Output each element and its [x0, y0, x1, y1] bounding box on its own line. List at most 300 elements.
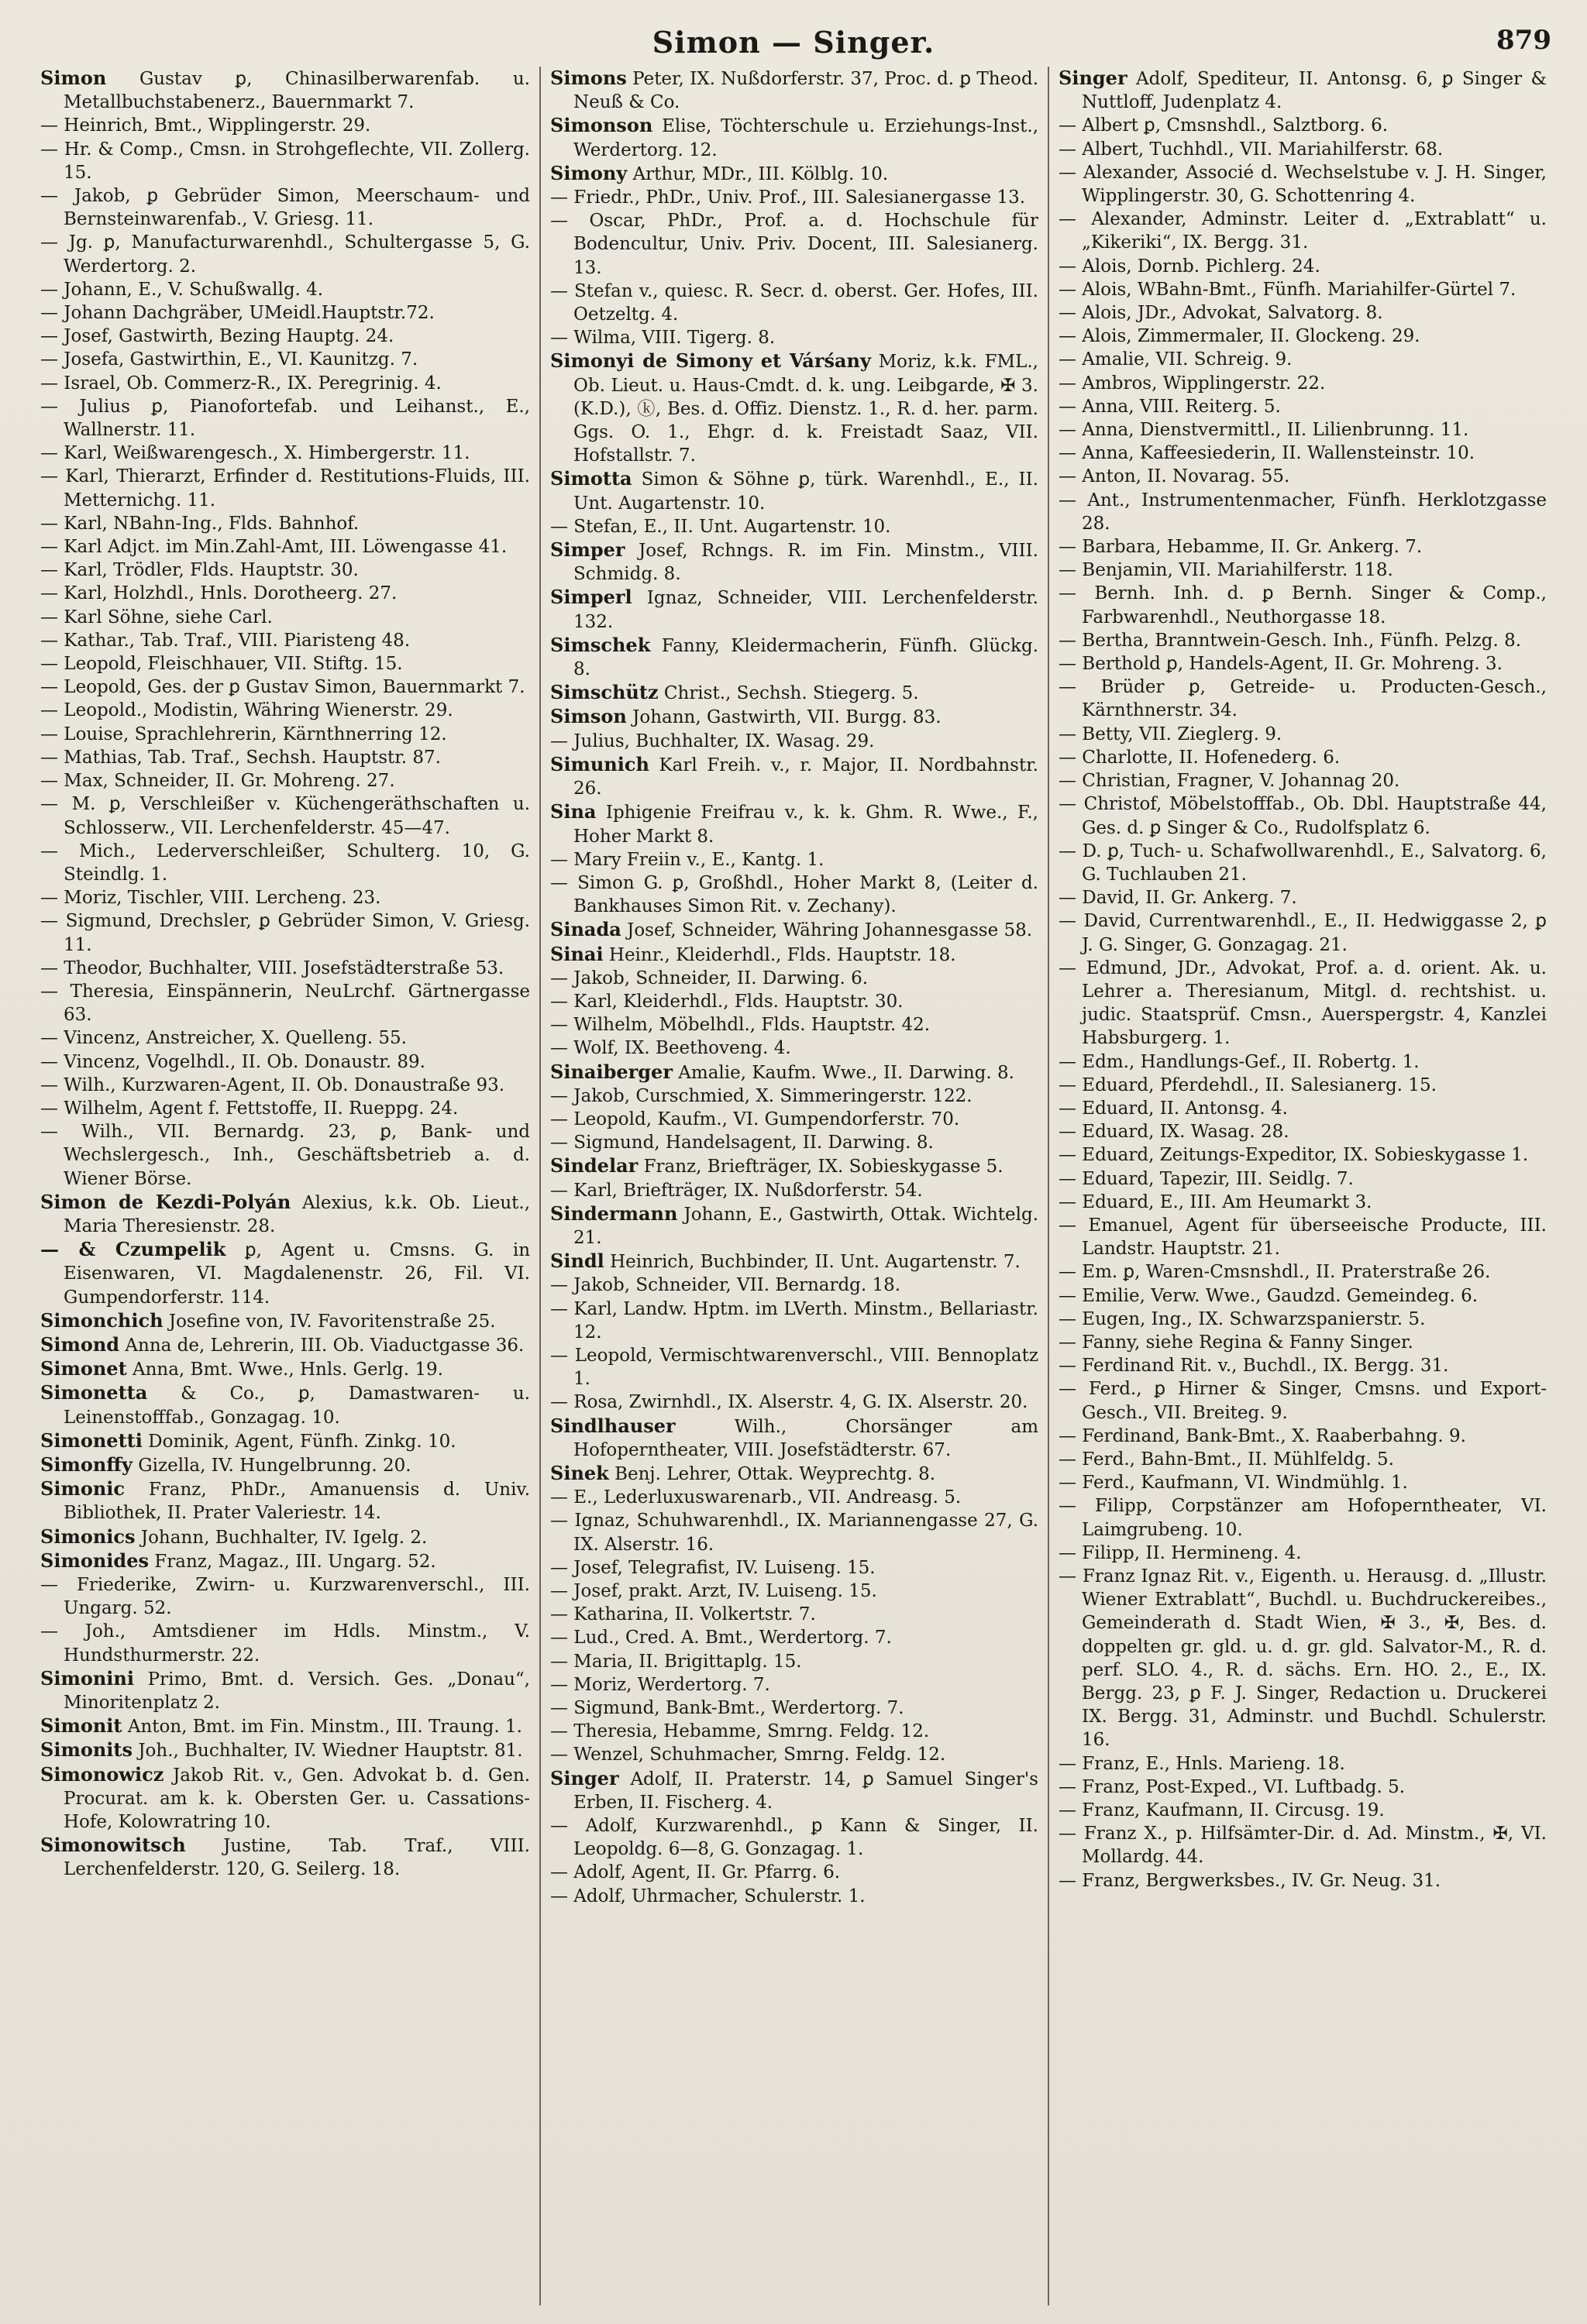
- entry-text: — Anna, Dienstvermittl., II. Lilienbrunng. 11.: [1059, 420, 1469, 441]
- directory-entry: [1059, 1565, 1547, 1752]
- directory-entry: [40, 1453, 530, 1477]
- directory-entry: [1059, 746, 1547, 769]
- entry-surname: Simonowicz: [40, 1762, 164, 1786]
- entry-surname: Sina: [550, 800, 597, 823]
- entry-text: Anna, Bmt. Wwe., Hnls. Gerlg. 19.: [132, 1360, 443, 1380]
- entry-surname: Simotta: [550, 467, 632, 490]
- directory-entry: [1059, 418, 1547, 442]
- entry-text: — Sigmund, Bank-Bmt., Werdertorg. 7.: [550, 1698, 904, 1719]
- directory-entry: [40, 114, 530, 137]
- entry-text: Franz, PhDr., Amanuensis d. Univ. Bibliothek, II. Prater Valeriestr. 14.: [64, 1480, 531, 1524]
- directory-entry: [550, 730, 1038, 753]
- directory-entry: [1059, 840, 1547, 886]
- entry-text: — Franz, E., Hnls. Marieng. 18.: [1059, 1753, 1345, 1774]
- entry-text: — Alois, Dornb. Pichlerg. 24.: [1059, 256, 1320, 277]
- directory-entry: [1059, 652, 1547, 676]
- entry-surname: Simon de Kezdi-Polyán: [40, 1190, 291, 1213]
- entry-text: Heinr., Kleiderhdl., Flds. Hauptstr. 18.: [608, 944, 956, 965]
- directory-entry: [1059, 1425, 1547, 1448]
- directory-entry: [550, 1391, 1038, 1414]
- directory-entry: [550, 67, 1038, 114]
- entry-text: — David, II. Gr. Ankerg. 7.: [1059, 888, 1297, 909]
- directory-entry: [1059, 769, 1547, 792]
- entry-text: Johann, Buchhalter, IV. Igelg. 2.: [140, 1527, 428, 1548]
- directory-entry: [40, 1026, 530, 1050]
- directory-entry: [40, 1620, 530, 1666]
- directory-entry: [1059, 629, 1547, 652]
- directory-entry: [40, 1667, 530, 1714]
- directory-entry: [40, 840, 530, 886]
- entry-text: — Jakob, Curschmied, X. Simmeringerstr. 122.: [550, 1085, 973, 1106]
- directory-entry: [1059, 138, 1547, 161]
- directory-entry: [1059, 886, 1547, 909]
- entry-text: — Leopold, Vermischtwarenverschl., VIII. Bennoplatz 1.: [550, 1345, 1038, 1390]
- directory-entry: [40, 723, 530, 746]
- entry-surname: Simonowitsch: [40, 1834, 186, 1857]
- directory-entry: [1059, 1167, 1547, 1191]
- directory-entry: [1059, 1471, 1547, 1494]
- directory-entry: [40, 1333, 530, 1357]
- entry-text: — Karl, Landw. Hptm. im LVerth. Minstm., Bellariastr. 12.: [550, 1298, 1038, 1342]
- directory-entry: [1059, 1448, 1547, 1471]
- entry-text: — Albert, Tuchhdl., VII. Mariahilferstr. 68.: [1059, 139, 1444, 160]
- entry-surname: Simonyi de Simony et Várśany: [550, 349, 871, 373]
- entry-text: — Benjamin, VII. Mariahilferstr. 118.: [1059, 560, 1393, 581]
- directory-entry: [1059, 1097, 1547, 1120]
- entry-text: — Jg. ꝑ, Manufacturwarenhdl., Schultergasse 5, G. Werdertorg. 2.: [40, 232, 530, 277]
- directory-entry: [550, 681, 1038, 705]
- entry-text: — Ferd., Bahn-Bmt., II. Mühlfeldg. 5.: [1059, 1449, 1394, 1470]
- directory-entry: [1059, 489, 1547, 535]
- entry-surname: Simunich: [550, 752, 649, 775]
- entry-text: Karl Freih. v., r. Major, II. Nordbahnstr. 26.: [573, 755, 1038, 799]
- entry-text: — David, Currentwarenhdl., E., II. Hedwiggasse 2, ꝑ J. G. Singer, G. Gonzagag. 21.: [1059, 911, 1547, 955]
- directory-entry: [1059, 1143, 1547, 1167]
- entry-text: — Karl, Trödler, Flds. Hauptstr. 30.: [40, 560, 359, 581]
- entry-text: — Jakob, ꝑ Gebrüder Simon, Meerschaum- und Bernsteinwarenfab., V. Griesg. 11.: [40, 186, 530, 230]
- entry-text: Peter, IX. Nußdorferstr. 37, Proc. d. ꝑ Theod. Neuß & Co.: [573, 69, 1039, 113]
- entry-surname: Simonson: [550, 114, 653, 137]
- entry-text: — Adolf, Kurzwarenhdl., ꝑ Kann & Singer, II. Leopoldg. 6—8, G. Gonzagag. 1.: [550, 1816, 1038, 1860]
- directory-entry: [550, 1344, 1038, 1391]
- directory-entry: [40, 535, 530, 559]
- directory-entry: [550, 967, 1038, 990]
- entry-surname: Simperl: [550, 586, 632, 609]
- entry-text: — E., Lederluxuswarenarb., VII. Andreasg. 5.: [550, 1487, 962, 1508]
- entry-text: — Franz, Bergwerksbes., IV. Gr. Neug. 31.: [1059, 1870, 1441, 1891]
- directory-entry: [40, 325, 530, 348]
- directory-entry: [550, 209, 1038, 280]
- entry-text: — Ferd., ꝑ Hirner & Singer, Cmsns. und Export-Gesch., VII. Breiteg. 9.: [1059, 1379, 1547, 1423]
- directory-entry: [1059, 1776, 1547, 1799]
- directory-entry: [550, 162, 1038, 186]
- entry-text: — Alexander, Adminstr. Leiter d. „Extrablatt“ u. „Kikeriki“, IX. Bergg. 31.: [1059, 209, 1547, 253]
- entry-text: — Julius ꝑ, Pianofortefab. und Leihanst., E., Wallnerstr. 11.: [40, 396, 530, 441]
- directory-entry: [40, 606, 530, 629]
- entry-text: — Josef, Telegrafist, IV. Luiseng. 15.: [550, 1557, 876, 1578]
- entry-text: — Filipp, II. Hermineng. 4.: [1059, 1542, 1302, 1563]
- entry-text: Anna de, Lehrerin, III. Ob. Viaductgasse 36.: [125, 1335, 525, 1356]
- directory-entry: [550, 990, 1038, 1013]
- entry-text: Dominik, Agent, Fünfh. Zinkg. 10.: [148, 1431, 456, 1452]
- directory-entry: [1059, 909, 1547, 956]
- entry-text: — Eduard, IX. Wasag. 28.: [1059, 1122, 1289, 1143]
- entry-text: — Franz X., p. Hilfsämter-Dir. d. Ad. Minstm., ✠, VI. Mollardg. 44.: [1059, 1824, 1547, 1868]
- entry-text: — Leopold., Modistin, Währing Wienerstr. 29.: [40, 700, 453, 721]
- entry-text: — Heinrich, Bmt., Wipplingerstr. 29.: [40, 115, 371, 136]
- directory-entry: [40, 184, 530, 231]
- entry-text: — Karl, Briefträger, IX. Nußdorferstr. 54.: [550, 1180, 923, 1201]
- entry-text: — Anna, Kaffeesiederin, II. Wallensteinstr. 10.: [1059, 443, 1475, 464]
- directory-entry: [40, 980, 530, 1026]
- entry-text: — Betty, VII. Zieglerg. 9.: [1059, 724, 1282, 744]
- entry-surname: Simonic: [40, 1477, 126, 1501]
- entry-text: — Mich., Lederverschleißer, Schulterg. 10, G. Steindlg. 1.: [40, 841, 530, 885]
- entry-text: — Charlotte, II. Hofenederg. 6.: [1059, 747, 1341, 768]
- entry-text: — Josef, prakt. Arzt, IV. Luiseng. 15.: [550, 1581, 877, 1601]
- entry-text: — Ferdinand, Bank-Bmt., X. Raaberbahng. 9.: [1059, 1425, 1466, 1446]
- entry-text: — Vincenz, Vogelhdl., II. Ob. Donaustr. 89.: [40, 1051, 425, 1072]
- column-right: [1048, 67, 1556, 2305]
- directory-entry: [1059, 278, 1547, 301]
- directory-entry: [550, 634, 1038, 681]
- entry-surname: Simson: [550, 705, 627, 728]
- entry-text: Joh., Buchhalter, IV. Wiedner Hauptstr. 81.: [138, 1741, 523, 1762]
- directory-entry: [550, 280, 1038, 326]
- entry-text: — Adolf, Uhrmacher, Schulerstr. 1.: [550, 1886, 866, 1906]
- entry-text: Gustav ꝑ, Chinasilberwarenfab. u. Metallbuchstabenerz., Bauernmarkt 7.: [64, 69, 530, 113]
- directory-entry: [40, 372, 530, 395]
- entry-text: — Em. ꝑ, Waren-Cmsnshdl., II. Praterstraße 26.: [1059, 1262, 1491, 1283]
- entry-text: Johann, E., Gastwirth, Ottak. Wichtelg. 21.: [573, 1204, 1039, 1248]
- entry-text: — Eduard, Pferdehdl., II. Salesianerg. 15.: [1059, 1074, 1437, 1095]
- entry-text: — Karl Söhne, siehe Carl.: [40, 607, 273, 627]
- entry-text: — Johann, E., V. Schußwallg. 4.: [40, 279, 324, 300]
- entry-text: — Alexander, Associé d. Wechselstube v. J. H. Singer, Wipplingerstr. 30, G. Schottenring 4.: [1059, 162, 1547, 207]
- directory-entry: [40, 769, 530, 792]
- directory-entry: [1059, 255, 1547, 278]
- directory-entry: [40, 957, 530, 980]
- column-middle: [539, 67, 1048, 2305]
- entry-text: — Jakob, Schneider, II. Darwing. 6.: [550, 968, 869, 988]
- entry-text: — Bernh. Inh. d. ꝑ Bernh. Singer & Comp., Farbwarenhdl., Neuthorgasse 18.: [1059, 583, 1547, 627]
- directory-entry: [550, 1580, 1038, 1603]
- directory-entry: [40, 746, 530, 769]
- page-header: [31, 17, 1556, 67]
- entry-text: Benj. Lehrer, Ottak. Weyprechtg. 8.: [614, 1463, 936, 1484]
- directory-entry: [1059, 1799, 1547, 1822]
- directory-entry: [1059, 442, 1547, 465]
- entry-surname: Simschek: [550, 633, 651, 656]
- entry-text: — Ferdinand Rit. v., Buchdl., IX. Bergg. 31.: [1059, 1356, 1449, 1377]
- directory-entry: [1059, 957, 1547, 1050]
- entry-surname: Simonetta: [40, 1381, 148, 1404]
- entry-text: Justine, Tab. Traf., VIII. Lerchenfelderstr. 120, G. Seilerg. 18.: [64, 1836, 530, 1880]
- directory-entry: [1059, 1050, 1547, 1074]
- page-number: 879: [1496, 25, 1551, 56]
- directory-entry: [550, 943, 1038, 967]
- directory-entry: [1059, 792, 1547, 839]
- entry-surname: Sinada: [550, 918, 621, 941]
- directory-entry: [1059, 325, 1547, 348]
- entry-surname: — & Czumpelik: [40, 1238, 226, 1261]
- entry-text: — Max, Schneider, II. Gr. Mohreng. 27.: [40, 771, 395, 792]
- directory-entry: [40, 465, 530, 511]
- directory-entry: [40, 559, 530, 582]
- entry-text: — Emilie, Verw. Wwe., Gaudzd. Gemeindeg. 6.: [1059, 1285, 1479, 1306]
- entry-text: — Rosa, Zwirnhdl., IX. Alserstr. 4, G. IX. Alserstr. 20.: [550, 1392, 1028, 1413]
- directory-entry: [40, 1714, 530, 1738]
- directory-entry: [550, 1626, 1038, 1649]
- entry-surname: Sindermann: [550, 1202, 678, 1225]
- directory-entry: [550, 1131, 1038, 1154]
- entry-text: — Ant., Instrumentenmacher, Fünfh. Herklotzgasse 28.: [1059, 490, 1547, 534]
- directory-entry: [40, 278, 530, 301]
- directory-entry: [550, 326, 1038, 349]
- entry-text: — Emanuel, Agent für überseeische Producte, III. Landstr. Hauptstr. 21.: [1059, 1215, 1547, 1260]
- entry-surname: Simonides: [40, 1549, 149, 1572]
- directory-entry: [550, 538, 1038, 586]
- directory-entry: [40, 67, 530, 114]
- entry-text: — Christian, Fragner, V. Johannag 20.: [1059, 771, 1400, 792]
- directory-entry: [550, 1673, 1038, 1697]
- entry-text: Josefine von, IV. Favoritenstraße 25.: [168, 1311, 496, 1332]
- directory-entry: [1059, 1494, 1547, 1541]
- entry-text: — Filipp, Corpstänzer am Hofoperntheater, VI. Laimgrubeng. 10.: [1059, 1496, 1547, 1540]
- entry-text: — Lud., Cred. A. Bmt., Werdertorg. 7.: [550, 1628, 892, 1648]
- entry-text: Franz, Briefträger, IX. Sobieskygasse 5.: [643, 1157, 1003, 1177]
- directory-entry: [1059, 676, 1547, 722]
- entry-text: — Brüder ꝑ, Getreide- u. Producten-Gesch., Kärnthnerstr. 34.: [1059, 677, 1547, 721]
- directory-entry: [1059, 723, 1547, 746]
- directory-entry: [1059, 1354, 1547, 1377]
- entry-surname: Simon: [40, 67, 107, 89]
- directory-entry: [1059, 161, 1547, 208]
- directory-entry: [1059, 1331, 1547, 1354]
- directory-entry: [550, 848, 1038, 871]
- directory-entry: [40, 231, 530, 277]
- entry-text: — Karl, Thierarzt, Erfinder d. Restitutions-Fluids, III. Metternichg. 11.: [40, 466, 530, 511]
- entry-surname: Sindlhauser: [550, 1414, 676, 1437]
- entry-text: — Moriz, Werdertorg. 7.: [550, 1674, 770, 1695]
- entry-text: — Israel, Ob. Commerz-R., IX. Peregrinig. 4.: [40, 373, 442, 394]
- entry-text: — Ambros, Wipplingerstr. 22.: [1059, 373, 1326, 394]
- directory-entry: [550, 1650, 1038, 1673]
- entry-text: & Co., ꝑ, Damastwaren- u. Leinenstofffab., Gonzagag. 10.: [64, 1384, 530, 1428]
- directory-entry: [550, 186, 1038, 209]
- directory-entry: [550, 1037, 1038, 1060]
- entry-text: — Karl, NBahn-Ing., Flds. Bahnhof.: [40, 513, 360, 534]
- entry-text: — Berthold ꝑ, Handels-Agent, II. Gr. Mohreng. 3.: [1059, 654, 1503, 675]
- entry-text: — Adolf, Agent, II. Gr. Pfarrg. 6.: [550, 1862, 841, 1883]
- directory-entry: [1059, 1074, 1547, 1097]
- entry-text: Anton, Bmt. im Fin. Minstm., III. Traung. 1.: [127, 1717, 522, 1738]
- directory-entry: [550, 918, 1038, 942]
- entry-text: — Anton, II. Novarag. 55.: [1059, 466, 1290, 487]
- entry-text: — Amalie, VII. Schreig. 9.: [1059, 349, 1293, 370]
- directory-entry: [40, 1381, 530, 1428]
- directory-entry: [1059, 1308, 1547, 1331]
- entry-surname: Simper: [550, 538, 625, 562]
- entry-text: Josef, Schneider, Währing Johannesgasse 58.: [627, 920, 1033, 941]
- directory-entry: [40, 1191, 530, 1238]
- entry-text: Josef, Rchngs. R. im Fin. Minstm., VIII. Schmidg. 8.: [573, 541, 1038, 585]
- entry-text: — Mary Freiin v., E., Kantg. 1.: [550, 849, 824, 870]
- entry-text: — Stefan, E., II. Unt. Augartenstr. 10.: [550, 516, 891, 537]
- entry-text: Fanny, Kleidermacherin, Fünfh. Glückg. 8.: [573, 635, 1038, 680]
- directory-entry: [550, 1202, 1038, 1250]
- directory-entry: [1059, 67, 1547, 114]
- directory-entry: [1059, 1214, 1547, 1260]
- entry-text: — Karl Adjct. im Min.Zahl-Amt, III. Löwengasse 41.: [40, 537, 508, 558]
- entry-text: — Franz Ignaz Rit. v., Eigenth. u. Herausg. d. „Illustr. Wiener Extrablatt“, Buchdl. u. Buchdruckereibes., Gemeinderath d. Stadt Wien, ✠ 3., ✠, Bes. d. doppelten gr. gld. u. d. gr. gld. Salvator-M., R. d. perf. SLO. 4., R. d. sächs. Ern. HO. 2., E., IX. Bergg. 23, ꝑ F. J. Singer, Redaction u. Druckerei IX. Bergg. 31, Adminstr. und Buchdl. Schulerstr. 16.: [1059, 1566, 1547, 1751]
- entry-text: — Anna, VIII. Reiterg. 5.: [1059, 396, 1281, 417]
- entry-text: Johann, Gastwirth, VII. Burgg. 83.: [632, 707, 942, 728]
- entry-surname: Simons: [550, 67, 627, 89]
- directory-entry: [550, 1697, 1038, 1720]
- entry-text: — Wilhelm, Agent f. Fettstoffe, II. Rueppg. 24.: [40, 1098, 459, 1119]
- directory-entry: [40, 886, 530, 909]
- entry-text: — Friedr., PhDr., Univ. Prof., III. Salesianergasse 13.: [550, 187, 1026, 208]
- directory-entry: [550, 1509, 1038, 1556]
- entry-text: — Theresia, Einspännerin, NeuLrchf. Gärtnergasse 63.: [40, 981, 530, 1026]
- entry-text: — Josef, Gastwirth, Bezing Hauptg. 24.: [40, 326, 394, 347]
- entry-text: ꝑ, Agent u. Cmsns. G. in Eisenwaren, VI. Magdalenenstr. 26, Fil. VI. Gumpendorferstr. 114.: [64, 1240, 531, 1308]
- entry-text: — Josefa, Gastwirthin, E., VI. Kaunitzg. 7.: [40, 349, 418, 370]
- directory-entry: [550, 1415, 1038, 1462]
- directory-entry: [550, 1298, 1038, 1344]
- directory-entry: [40, 1309, 530, 1333]
- entry-surname: Simonet: [40, 1357, 127, 1380]
- entry-text: — Wilh., Kurzwaren-Agent, II. Ob. Donaustraße 93.: [40, 1074, 505, 1095]
- directory-entry: [1059, 348, 1547, 371]
- entry-text: Adolf, Spediteur, II. Antonsg. 6, ꝑ Singer & Nuttloff, Judenplatz 4.: [1082, 69, 1547, 113]
- entry-text: — Alois, WBahn-Bmt., Fünfh. Mariahilfer-Gürtel 7.: [1059, 279, 1516, 300]
- entry-text: — Karl, Kleiderhdl., Flds. Hauptstr. 30.: [550, 991, 904, 1012]
- entry-text: — Kathar., Tab. Traf., VIII. Piaristeng 48.: [40, 630, 411, 651]
- entry-text: — Wilhelm, Möbelhdl., Flds. Hauptstr. 42.: [550, 1015, 931, 1036]
- entry-text: — Franz, Post-Exped., VI. Luftbadg. 5.: [1059, 1776, 1406, 1797]
- directory-entry: [40, 1573, 530, 1620]
- directory-entry: [550, 1486, 1038, 1509]
- directory-entry: [40, 1525, 530, 1549]
- entry-text: — Simon G. ꝑ, Großhdl., Hoher Markt 8, (Leiter d. Bankhauses Simon Rit. v. Zechany).: [550, 872, 1038, 917]
- entry-text: — Karl, Weißwarengesch., X. Himbergerstr. 11.: [40, 443, 470, 464]
- directory-entry: [40, 792, 530, 839]
- directory-entry: [1059, 582, 1547, 628]
- directory-entry: [40, 301, 530, 325]
- directory-entry: [550, 800, 1038, 847]
- directory-entry: [1059, 1869, 1547, 1893]
- entry-surname: Sinai: [550, 942, 604, 965]
- entry-text: Franz, Magaz., III. Ungarg. 52.: [154, 1551, 436, 1572]
- directory-entry: [550, 1720, 1038, 1743]
- entry-text: — Theresia, Hebamme, Smrng. Feldg. 12.: [550, 1721, 930, 1742]
- directory-entry: [550, 1861, 1038, 1884]
- entry-text: — Edm., Handlungs-Gef., II. Robertg. 1.: [1059, 1051, 1420, 1072]
- directory-entry: [40, 348, 530, 371]
- entry-text: — Wilma, VIII. Tigerg. 8.: [550, 328, 776, 349]
- directory-entry: [40, 1763, 530, 1834]
- entry-text: — Sigmund, Drechsler, ꝑ Gebrüder Simon, V. Griesg. 11.: [40, 911, 530, 955]
- directory-entry: [550, 467, 1038, 514]
- entry-surname: Sinaiberger: [550, 1060, 673, 1083]
- entry-text: — Ignaz, Schuhwarenhdl., IX. Mariannengasse 27, G. IX. Alserstr. 16.: [550, 1511, 1038, 1555]
- entry-text: — Wilh., VII. Bernardg. 23, ꝑ, Bank- und Wechslergesch., Inh., Geschäftsbetrieb a. d. Wiener Börse.: [40, 1122, 530, 1189]
- directory-entry: [550, 1108, 1038, 1131]
- directory-entry: [550, 753, 1038, 800]
- directory-entry: [1059, 1542, 1547, 1565]
- entry-text: — Julius, Buchhalter, IX. Wasag. 29.: [550, 731, 875, 751]
- entry-text: — Louise, Sprachlehrerin, Kärnthnerring 12.: [40, 724, 447, 744]
- entry-surname: Simonit: [40, 1714, 122, 1738]
- entry-text: — Alois, Zimmermaler, II. Glockeng. 29.: [1059, 326, 1420, 347]
- directory-entry: [40, 1429, 530, 1453]
- entry-text: — Barbara, Hebamme, II. Gr. Ankerg. 7.: [1059, 537, 1423, 558]
- entry-surname: Sindelar: [550, 1154, 639, 1177]
- entry-text: Christ., Sechsh. Stiegerg. 5.: [663, 683, 919, 704]
- entry-text: Iphigenie Freifrau v., k. k. Ghm. R. Wwe., F., Hoher Markt 8.: [573, 803, 1038, 847]
- entry-text: — Oscar, PhDr., Prof. a. d. Hochschule für Bodencultur, Univ. Priv. Docent, III. Salesianerg. 13.: [550, 211, 1038, 278]
- directory-entry: [550, 1767, 1038, 1814]
- directory-entry: [40, 1238, 530, 1309]
- directory-entry: [40, 676, 530, 699]
- directory-entry: [40, 1738, 530, 1762]
- directory-entry: [1059, 1260, 1547, 1284]
- entry-text: — Vincenz, Anstreicher, X. Quelleng. 55.: [40, 1028, 407, 1049]
- entry-text: — Joh., Amtsdiener im Hdls. Minstm., V. Hundsthurmerstr. 22.: [40, 1621, 530, 1666]
- directory-entry: [550, 1603, 1038, 1626]
- entry-text: — Moriz, Tischler, VIII. Lercheng. 23.: [40, 888, 381, 909]
- entry-surname: Simonini: [40, 1666, 134, 1690]
- entry-text: — Eduard, Zeitungs-Expeditor, IX. Sobieskygasse 1.: [1059, 1145, 1529, 1166]
- page-title: Simon — Singer.: [652, 25, 935, 60]
- directory-entry: [550, 1013, 1038, 1037]
- entry-surname: Simonetti: [40, 1428, 143, 1452]
- entry-surname: Singer: [550, 1766, 619, 1789]
- directory-entry: [550, 1462, 1038, 1486]
- directory-entry: [1059, 114, 1547, 137]
- directory-entry: [1059, 1752, 1547, 1776]
- directory-entry: [550, 1814, 1038, 1861]
- entry-text: — M. ꝑ, Verschleißer v. Küchengeräthschaften u. Schlosserw., VII. Lerchenfelderstr. 45—47.: [40, 794, 530, 838]
- entry-surname: Sindl: [550, 1250, 604, 1273]
- entry-text: — Johann Dachgräber, UMeidl.Hauptstr.72.: [40, 303, 435, 324]
- directory-entry: [1059, 1191, 1547, 1214]
- directory-entry: [550, 1085, 1038, 1108]
- entry-text: — Karl, Holzhdl., Hnls. Dorotheerg. 27.: [40, 583, 398, 604]
- directory-entry: [1059, 395, 1547, 418]
- entry-text: — Edmund, JDr., Advokat, Prof. a. d. orient. Ak. u. Lehrer a. Theresianum, Mitgl. d. rechtshist. u. judic. Staatsprüf. Cmsn., Auerspergstr. 4, Kanzlei Habsburgerg. 1.: [1059, 957, 1547, 1049]
- directory-entry: [40, 652, 530, 676]
- column-left: [31, 67, 539, 2305]
- entry-surname: Simony: [550, 161, 628, 184]
- directory-entry: [1059, 559, 1547, 582]
- entry-text: — Ferd., Kaufmann, VI. Windmühlg. 1.: [1059, 1473, 1408, 1494]
- directory-entry: [40, 512, 530, 535]
- entry-text: — Friederike, Zwirn- u. Kurzwarenverschl., III. Ungarg. 52.: [40, 1575, 530, 1619]
- entry-text: — Mathias, Tab. Traf., Sechsh. Hauptstr. 87.: [40, 747, 441, 768]
- directory-entry: [1059, 1284, 1547, 1308]
- directory-entry: [1059, 465, 1547, 488]
- directory-entry: [550, 1154, 1038, 1178]
- entry-surname: Simonics: [40, 1525, 136, 1548]
- directory-entry: [40, 1549, 530, 1573]
- entry-text: Moriz, k.k. FML., Ob. Lieut. u. Haus-Cmdt. d. k. ung. Leibgarde, ✠ 3. (K.D.), ⓚ, Bes. d. Offiz. Dienstz. 1., R. d. her. parm. Ggs. O. 1., Ehgr. d. k. Freistadt Saaz, VII. Hofstallstr. 7.: [573, 352, 1038, 466]
- entry-text: — Leopold, Kaufm., VI. Gumpendorferstr. 70.: [550, 1109, 960, 1129]
- entry-text: Wilh., Chorsänger am Hofoperntheater, VIII. Josefstädterstr. 67.: [573, 1416, 1038, 1460]
- directory-entry: [40, 1097, 530, 1120]
